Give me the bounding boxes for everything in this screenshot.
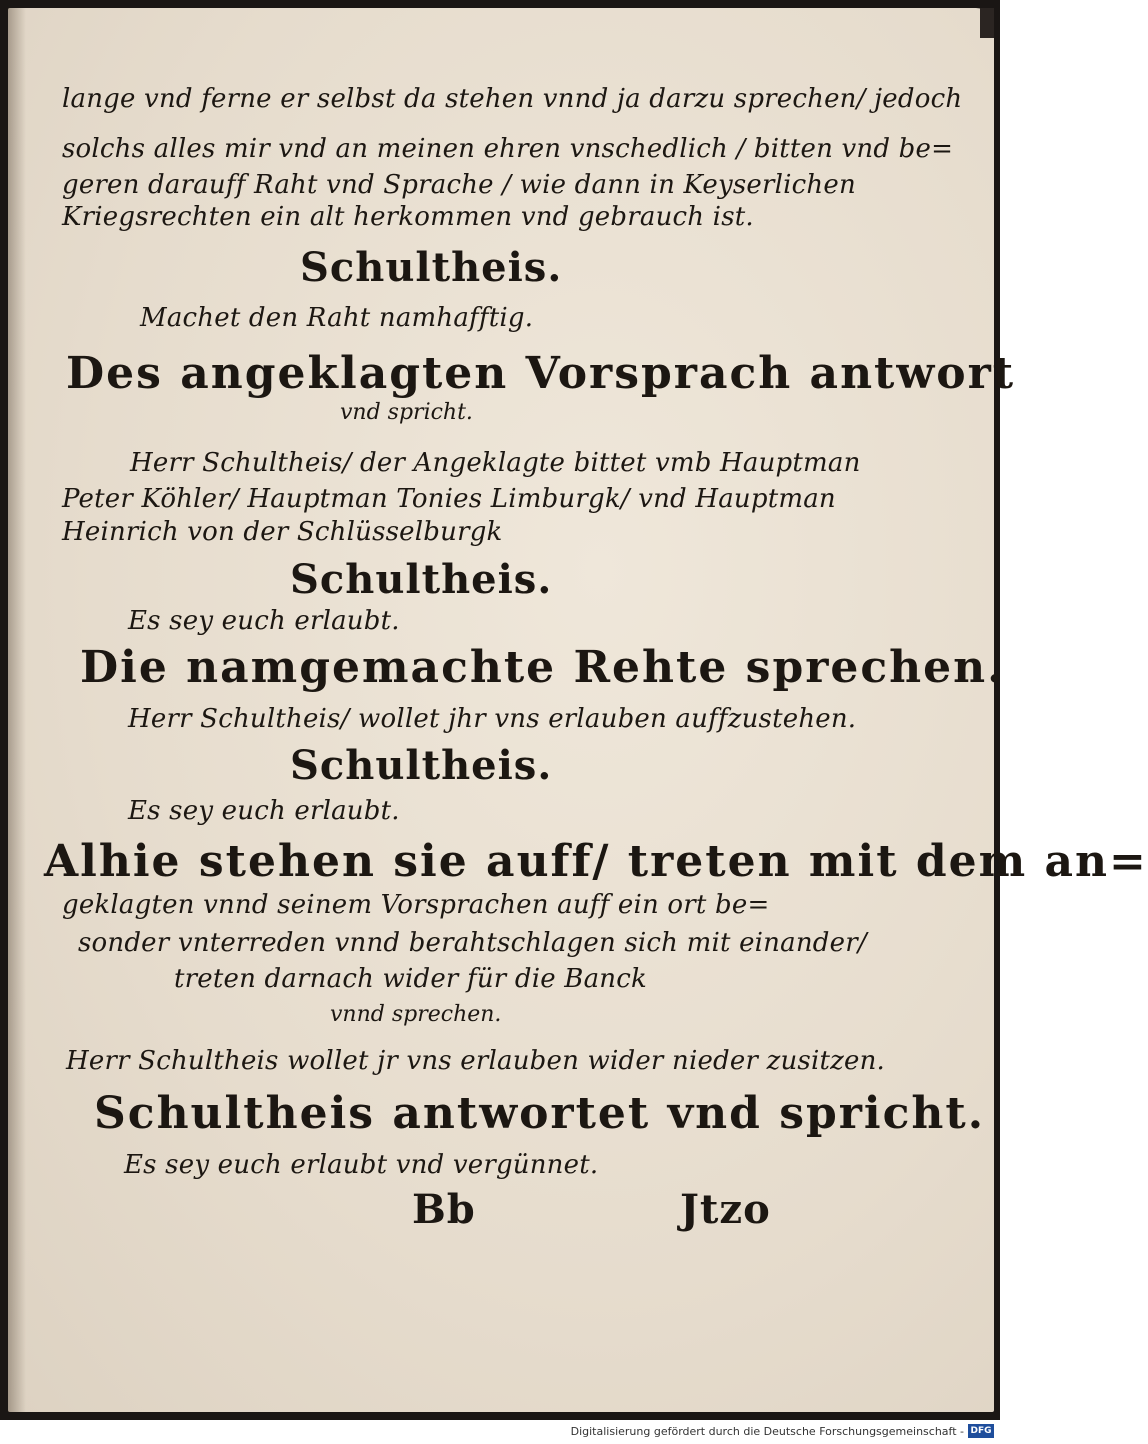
text-herr-1: Herr Schultheis/ der Angeklagte bittet vmb Hauptman <box>130 448 861 478</box>
text-herr-2: Peter Köhler/ Hauptman Tonies Limburgk/ vnd Hauptman <box>62 484 836 514</box>
text-erlaubt-1: Es sey euch erlaubt. <box>128 606 400 636</box>
text-machet: Machet den Raht namhafftig. <box>140 303 534 333</box>
text-line-4: Kriegsrechten ein alt herkommen vnd gebrauch ist. <box>62 202 754 232</box>
text-vnd-spricht: vnd spricht. <box>340 400 473 425</box>
heading-schultheis-3: Schultheis. <box>290 742 553 789</box>
page-gutter-shadow <box>8 8 26 1412</box>
heading-schultheis-1: Schultheis. <box>300 244 563 291</box>
text-herr-3: Heinrich von der Schlüsselburgk <box>62 517 503 547</box>
heading-rehte: Die namgemachte Rehte sprechen. <box>80 642 1005 693</box>
text-line-1: lange vnd ferne er selbst da stehen vnnd ja darzu sprechen/ jedoch <box>62 84 963 114</box>
heading-schultheis-antwortet: Schultheis antwortet vnd spricht. <box>94 1088 986 1139</box>
footer-bar <box>0 1420 1000 1444</box>
text-verguennet: Es sey euch erlaubt vnd vergünnet. <box>124 1150 599 1180</box>
text-nieder-zusitzen: Herr Schultheis wollet jr vns erlauben wider nieder zusitzen. <box>66 1046 886 1076</box>
text-alhie-1: Alhie stehen sie auff/ treten mit dem an= <box>44 836 1148 887</box>
text-erlaubt-2: Es sey euch erlaubt. <box>128 796 400 826</box>
page-corner <box>980 8 994 38</box>
signature-mark: Bb <box>412 1186 476 1233</box>
text-line-2: solchs alles mir vnd an meinen ehren vnschedlich / bitten vnd be= <box>62 134 954 164</box>
text-alhie-4: treten darnach wider für die Banck <box>174 964 647 994</box>
heading-vorsprach: Des angeklagten Vorsprach antwort <box>66 348 1016 399</box>
text-alhie-3: sonder vnterreden vnnd berahtschlagen sich mit einander/ <box>78 928 867 958</box>
text-line-3: geren darauff Raht vnd Sprache / wie dann in Keyserlichen <box>62 170 856 200</box>
text-alhie-5: vnnd sprechen. <box>330 1002 502 1027</box>
funding-note: Digitalisierung gefördert durch die Deutsche Forschungsgemeinschaft - <box>570 1425 964 1438</box>
text-auffzustehen: Herr Schultheis/ wollet jhr vns erlauben auffzustehen. <box>128 704 857 734</box>
text-alhie-2: geklagten vnnd seinem Vorsprachen auff ein ort be= <box>62 890 770 920</box>
dfg-logo: DFG <box>968 1424 994 1438</box>
catchword: Jtzo <box>680 1186 771 1233</box>
heading-schultheis-2: Schultheis. <box>290 556 553 603</box>
